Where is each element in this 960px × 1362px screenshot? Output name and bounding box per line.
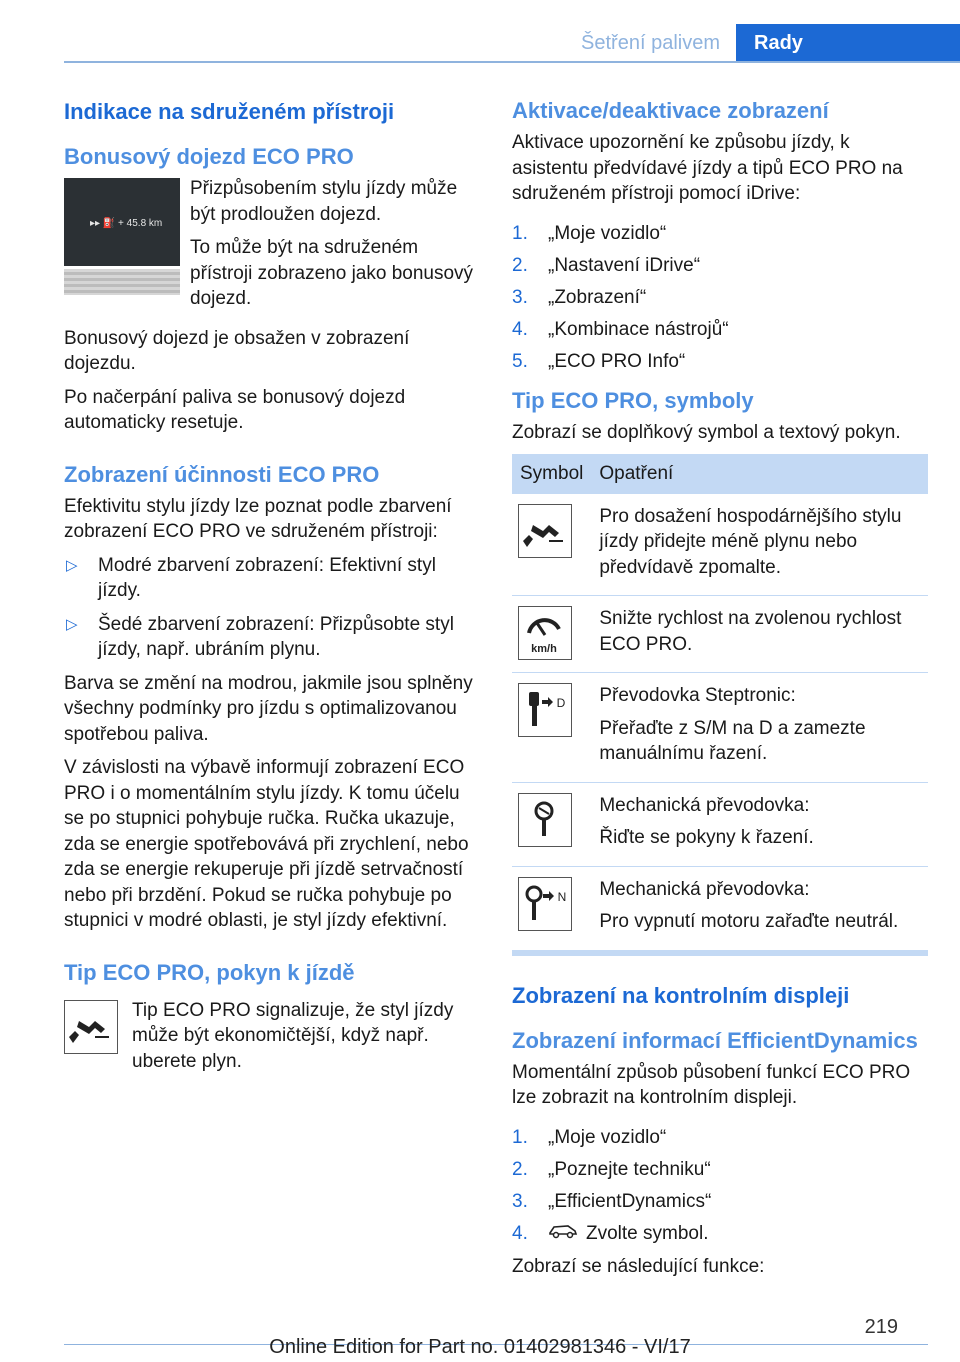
heading-efficiency: Zobrazení účinnosti ECO PRO (64, 461, 380, 487)
heading-symbols: Tip ECO PRO, symboly (512, 388, 754, 413)
symbols-table (512, 454, 928, 951)
efficiency-text-1: Barva se změní na modrou, jakmile jsou splněny všechny podmínky pro jízdu s optimalizovanou spotřebou paliva. (64, 672, 473, 745)
header-chapter-tab[interactable]: Rady (736, 24, 960, 62)
svg-text:km/h: km/h (531, 643, 557, 655)
list-item: 2. „Poznejte techniku“ (512, 1158, 711, 1180)
triangle-bullet-icon: ▷ (66, 556, 78, 574)
list-item: 4. Zvolte symbol. (512, 1221, 928, 1247)
control-intro: Momentální způsob působení funkcí ECO PRO lze zobrazit na kontrolním displeji. (512, 1061, 911, 1108)
svg-text:D: D (556, 696, 566, 710)
symbols-intro: Zobrazí se doplňkový symbol a textový pokyn. (512, 422, 901, 443)
bonus-text-4: Po načerpání paliva se bonusový dojezd automaticky resetuje. (64, 386, 406, 433)
list-item: 4. „Kombinace nástrojů“ (512, 318, 729, 340)
page-header (0, 0, 960, 62)
heading-activation: Aktivace/deaktivace zobrazení (512, 98, 829, 123)
activation-steps (512, 221, 928, 375)
table-header (512, 454, 928, 494)
list-item: 1. „Moje vozidlo“ (512, 222, 667, 244)
list-item: ▷ Modré zbarvení zobrazení: Efektivní styl jízdy. (66, 554, 436, 601)
control-steps (512, 1125, 928, 1247)
cluster-bonus-text: ▸▸ ⛽ + 45.8 km (90, 218, 163, 229)
svg-text:N: N (557, 889, 567, 904)
heading-control-display: Zobrazení na kontrolním displeji (512, 982, 850, 1008)
list-item: 5. „ECO PRO Info“ (512, 350, 686, 372)
foot-pedal-icon (64, 1000, 118, 1054)
page-number: 219 (864, 1316, 898, 1338)
heading-bonus-range: Bonusový dojezd ECO PRO (64, 144, 354, 169)
foot-pedal-icon (518, 504, 572, 558)
efficiency-intro: Efektivitu stylu jízdy lze poznat podle zbarvení zobrazení ECO PRO ve sdruženém přístroji: (64, 495, 452, 542)
bonus-text-3: Bonusový dojezd je obsažen v zobrazení dojezdu. (64, 327, 410, 374)
gear-lever-n-icon (518, 877, 572, 931)
col-action: Opatření (591, 454, 928, 494)
bonus-text-1: Přizpůsobením stylu jízdy může být prodloužen dojezd. (190, 178, 458, 225)
table-row: Mechanická převodovka: Řiďte se pokyny k řazení. (512, 782, 928, 866)
list-item: 2. „Nastavení iDrive“ (512, 254, 701, 276)
triangle-bullet-icon: ▷ (66, 615, 78, 633)
list-item: 3. „Zobrazení“ (512, 286, 647, 308)
activation-intro: Aktivace upozornění ke způsobu jízdy, k asistentu předvídavé jízdy a tipů ECO PRO na sdruženém přístroji pomocí iDrive: (512, 132, 903, 204)
table-row: D Převodovka Steptronic: Přeřaďte z S/M na D a zamezte manuálnímu řazení. (512, 673, 928, 783)
tip-row (64, 998, 480, 1083)
heading-cluster-display: Indikace na sdruženém přístroji (64, 99, 395, 124)
bonus-text-2: To může být na sdruženém přístroji zobrazeno jako bonusový dojezd. (190, 237, 474, 309)
header-rule (64, 61, 960, 63)
list-item: 3. „EfficientDynamics“ (512, 1190, 712, 1212)
heading-efficient-dynamics: Zobrazení informací EfficientDynamics (512, 1027, 918, 1053)
header-section-title: Šetření palivem (581, 32, 720, 54)
page-footer (0, 1316, 960, 1362)
speedometer-kmh-icon (518, 606, 572, 660)
gear-lever-d-icon (518, 683, 572, 737)
bonus-range-figure (64, 176, 480, 320)
table-row: Pro dosažení hospodárnějšího stylu jízdy přidejte méně plynu nebo předvídavě zpomalte. (512, 494, 928, 596)
list-item: 1. „Moje vozidlo“ (512, 1126, 667, 1148)
heading-tip: Tip ECO PRO, pokyn k jízdě (64, 959, 355, 985)
car-icon (548, 1221, 578, 1247)
tip-text: Tip ECO PRO signalizuje, že styl jízdy může být ekonomičtější, když např. uberete plyn. (132, 999, 454, 1072)
right-column (512, 98, 928, 1288)
efficiency-list (64, 553, 480, 663)
edition-note: Online Edition for Part no. 01402981346 - VI/17 (269, 1336, 691, 1358)
table-row: N Mechanická převodovka: Pro vypnutí motoru zařaďte neutrál. (512, 866, 928, 950)
list-item: ▷ Šedé zbarvení zobrazení: Přizpůsobte styl jízdy, např. ubráním plynu. (66, 613, 454, 660)
control-after: Zobrazí se následující funkce: (512, 1256, 765, 1278)
efficiency-text-2: V závislosti na výbavě informují zobrazení ECO PRO i o momentálním stylu jízdy. K tomu účelu se po stupnici pohybuje ručka. Ručka ukazuje, zda se energie spotřebovává při zrychlení, nebo zda se energie rekuperuje při jízdě setrvačností nebo při brzdění. Pokud se ručka pohybuje po stupnici v modré oblasti, je styl jízdy efektivní. (64, 757, 469, 931)
col-symbol: Symbol (512, 454, 591, 494)
table-row: km/h Snižte rychlost na zvolenou rychlost ECO PRO. (512, 596, 928, 673)
cluster-image (64, 178, 180, 296)
gear-lever-icon (518, 793, 572, 847)
left-column (64, 98, 480, 1090)
